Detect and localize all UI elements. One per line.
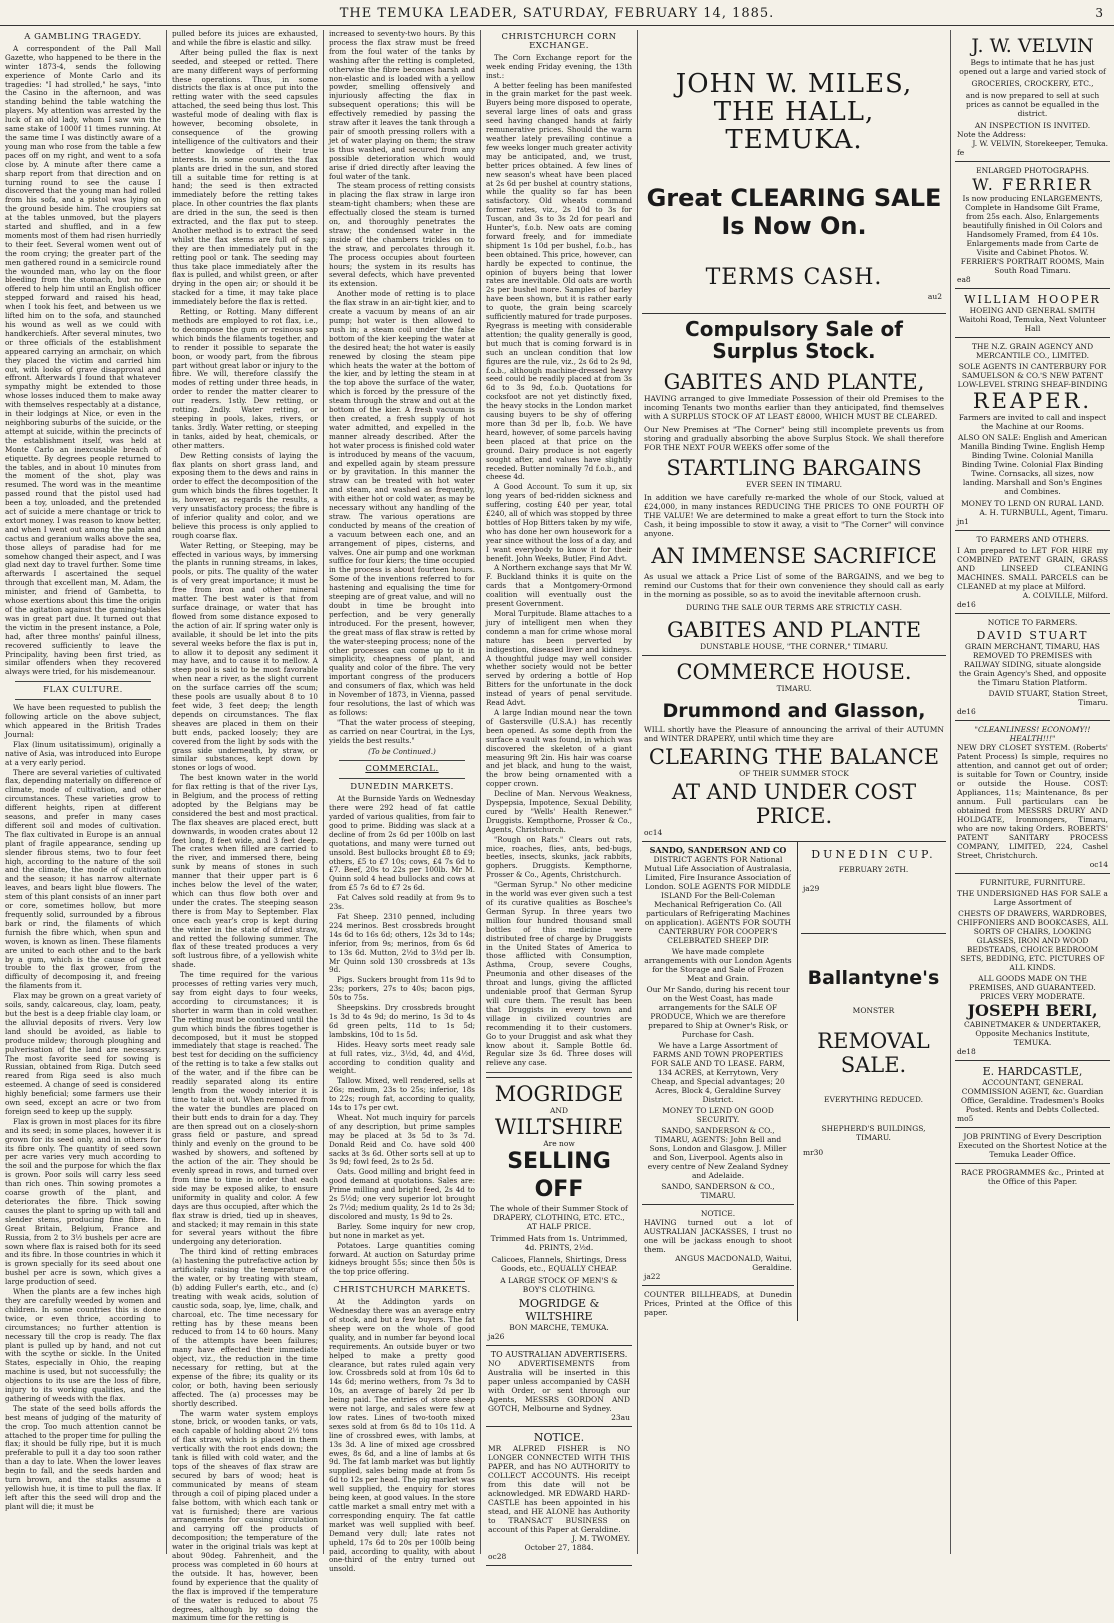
ad-line: THE UNDERSIGNED HAS FOR SALE a Large Assortment of (957, 889, 1108, 907)
ad-line: AND (550, 1106, 568, 1116)
article-paragraph: A large Indian mound near the town of Gastersville (U.S.A.) has recently been opened. As some depth from the surface a vault was found, in which was discovered the skeleton of a giant measuring 9ft 2in. His hair was coarse and jet black, and hung to the waist, the brow being ornamented with a copper crown. (486, 707, 632, 789)
ad-code: fe (957, 148, 965, 157)
continued-note: (To be Continued.) (368, 746, 436, 756)
ad-line: SELLING OFF (507, 1149, 611, 1203)
ad-line: GROCERIES, CROCKERY, ETC., (971, 79, 1094, 88)
article-paragraph: The third kind of retting embraces (a) hastening the putrefactive action by artificially raising the temperature of the water, or by treating with steam, (b) adding Fuller's earth, etc., and (c) treating with weak acids, solution of caustic soda, soap, lye, lime, chalk, and charcoal, etc. The time necessary for retting has by these means been reduced to from 14 to 60 hours. Many of the attempts have been failures; many have effected their immediate object, viz., the reduction in the time necessary for retting, but at the expense of the fibre; its quality or its color, or both, having been seriously affected. The (a) processes may be shortly described. (172, 1247, 318, 1408)
ad-line: Calicoes, Flannels, Shirtings, Dress Goods, etc., EQUALLY CHEAP. (491, 1255, 627, 1274)
ad-code: de16 (957, 707, 976, 716)
ad-line: J. W. VELVIN, Storekeeper, Temuka. (972, 139, 1108, 148)
ad-line: W. FERRIER (972, 175, 1093, 194)
ad-text: COUNTER BILLHEADS, at Dunedin Prices, Printed at the Office of this paper. (644, 1290, 792, 1317)
ad-signature: J. M. TWOMEY. (571, 1534, 630, 1544)
ad-line: MONSTER (852, 1006, 895, 1015)
ad-line: SANDO, SANDERSON & CO., TIMARU. (661, 1182, 775, 1200)
market-paragraph: Barley. Some inquiry for new crop, but none in market as yet. (329, 1221, 475, 1240)
ad-text: NEW DRY CLOSET SYSTEM. (Roberts' Patent Process) Is simple, requires no attention, and cannot get out of order; is suitable for Town or Country, inside or outside the House. COST: Appliances, 11s; Maintenance, 8s per annum. Full particulars can be obtained from MESSRS DRURY AND HOLDGATE, Ironmongers, Timaru, who are now taking Orders. ROBERTS' PATENT SANITARY PROCESS COMPANY, LIMITED, 224, Cashel Street, Christchurch. (957, 743, 1108, 860)
ad-text: JOB PRINTING of Every Description Executed on the Shortest Notice at the Temuka Leader Office. (958, 1132, 1107, 1159)
velvin-advert (955, 30, 1110, 162)
article-paragraph: A correspondent of the Pall Mall Gazette, who happened to be there in the winter 1873-4, sends the following experience of Monte Carlo and its tragedies: "I had strolled," he says, "into the Casino in the afternoon, and was standing behind the table watching the players. My attention was arrested by the luck of an old lady, whom I saw win the same stake of 1000f 11 times running. At the same time I was distinctly aware of a young man who rose from the table a few paces off on my right, and went to a sofa close by. A minute after there came a sharp report from that direction and on turning round to see the cause I discovered that the young man had rolled from his sofa, and a pistol was lying on the ground beside him. The croupiers sat at the tables unmoved, but the players started and shuffled, and in a few moments most of them had risen hurriedly to their feet. Several women went out of the room crying; the greater part of the men gathered round in a semicircle round the wounded man, who lay on the floor bleeding from the stomach, but no one offered to help him until an English officer stepped forward and raised his head, when I took his feet, and between us we lifted him on to the sofa, and staunched his wound as well as we could with handkerchiefs. After several minutes, two or three officials of the establishment appeared carrying an armchair, on which they placed the victim and carried him out, with looks of grave disapproval and effront. Afterwards I found that whatever sympathy might be extended to those whose losses induced them to make away with themselves respectably at a distance, in their lodgings at Nice, or even in the neighboring suburbs of the suicide, or the attempt at suicide, within the precincts of the establishment itself, was held at Monte Carlo an inexcusable breach of etiquette. By degrees people returned to the tables, and in about 10 minutes from the moment of the shot, play was resumed. The word was in the meantime passed round that the pistol used had been a toy, unloaded, and the pretended act of suicide a mere chantage or trick to extort money. I was reason to know better, and when I went out among the palm and cactus and geranium walks above the sea, those alleys of paradise had for me somehow changed their aspect, and I was glad next day to travel further. Some time afterwards I ascertained the sequel through that excellent man, M. Adam, the minister, and friend of Gambetta, to whose exertions about this time the origin of the agitation against the gaming-tables was in great part due. It turned out that the victim in the present instance, a Pole, had, after three months' painful illness, recovered sufficiently to leave the Principality, having been first tried, as similar offenders when they recovered always were tried, for his misdemeanour. (5, 43, 161, 677)
article-paragraph: A better feeling has been manifested in the grain market for the past week. Buyers being more disposed to operate, several large lines of oats and grass seed having changed hands at fairly remunerative prices. Should the warm weather lately prevailing continue a few weeks longer much greater activity may be anticipated, and, we trust, better prices obtained. A few lines of new season's wheat have been placed at 2s 6d per bushel at country stations, while the quality so far has been satisfactory. Old wheats command former rates, viz., 2s 10d to 3s for Tuscan, and 3s to 3s 2d for pearl and Hunter's, f.o.b. New oats are coming forward freely, and for immediate shipment 1s 10d per bushel, f.o.b., has been obtained. This price, however, can hardly be expected to continue, the opinion of buyers being that lower rates are inevitable. Old oats are worth 2s per bushel more. Samples of barley have been shown, but it is rather early to quote, the grain being scarcely sufficiently matured for trade purposes. Ryegrass is meeting with considerable attention; the quality generally is good, but much that is coming forward is in such an unclean condition that low figures are the rule, viz., 2s 6d to 2s 9d, f.o.b., although machine-dressed heavy seed could be readily placed at from 3s 6d to 3s 9d, f.o.b. Quotations for cocksfoot are not yet distinctly fixed, the heavy stocks in the London market causing buyers to be shy of offering more than 3d per lb, f.o.b. We have heard, however, of some parcels having been placed at that price on the ground. Dairy produce is not eagerly sought after, and values have slightly receded. Butter nominally 7d f.o.b., and cheese 4d. (486, 80, 632, 482)
ad-line: SHEPHERD'S BUILDINGS, TIMARU. (821, 1124, 926, 1142)
article-paragraph: Dew Retting consists of laying the flax plants on short grass land, and exposing them to the dews and rains in order to effect the decomposition of the gum which binds the fibres together. It is, however, as regards the results, a very unsatisfactory process; the fibre is of inferior quality and color, and we believe this process is only applied to rough coarse flax. (172, 450, 318, 540)
ad-line: GRAIN MERCHANT, TIMARU, HAS REMOVED TO PREMISES with RAILWAY SIDING, situate alongside the Grain Agency's Shed, and opposite the Timaru Station Platform. (958, 642, 1107, 687)
ad-code: oc14 (1089, 860, 1108, 869)
ad-text: MR ALFRED FISHER is NO LONGER CONNECTED WITH THIS PAPER, and has NO AUTHORITY to COLLECT ACCOUNTS. His receipt from this date will not be acknowledged. MR EDWARD HARD-CASTLE has been appointed in his stead, and HE ALONE has Authority to TRANSACT BUSINESS on account of this Paper at Geraldine. (488, 1444, 630, 1535)
column-3 (324, 29, 480, 1574)
article-paragraph: The Corn Exchange report for the week ending Friday evening, the 13th inst.: (486, 52, 632, 80)
article-paragraph: Moral Turpitude. Blame attaches to a jury of intelligent men when they condemn a man for crime whose moral nature has been perverted by indigestion, diseased liver and kidneys. A thoughtful judge may well consider whether society would not be better served by ordering a bottle of Hop Bitters for the unfortunate in the dock instead of years of penal servitude. Read Advt. (486, 609, 632, 708)
ad-line: E. HARDCASTLE, (982, 1065, 1083, 1078)
market-paragraph: At the Addington yards on Wednesday there was an average entry of stock, and but a few buyers. The fat sheep were on the whole of good quality, and in number far beyond local requirements. An outside buyer or two helped to make a pretty good clearance, but rates ruled again very low. Crossbreds sold at from 10s 6d to 14s 6d; merino wethers, from 7s 3d to 10s, an average of barely 2d per lb being paid. The entries of store sheep were not large, and sales were few at low rates. Lines of two-tooth mixed sexes sold at from 6s 8d to 10s 11d. A line of crossbred ewes, with lambs, at 13s 3d. A line of mixed age crossbred ewes, 8s 6d, and a line of lambs at 6s 9d. The fat lamb market was but lightly supplied, sales being made at from 5s 6d to 12s per head. The pig market was well supplied, the enquiry for stores being keen, at good values. In the store cattle market a small entry met with a corresponding enquiry. The fat cattle market was well supplied with beef. Demand very dull; late rates not upheld, 17s 6d to 20s per 100lb being paid, according to quality, with about one-third of the entry turned out unsold. (329, 1297, 475, 1574)
article-paragraph: A Northern exchange says that Mr W. F. Buckland thinks it is quite on the cards that a Montgomery-Ormond coalition will eventually oust the present Government. (486, 563, 632, 609)
ad-line: EVERYTHING REDUCED. (823, 1095, 923, 1104)
ad-line: Begs to intimate that he has just opened out a large and varied stock of (959, 58, 1106, 76)
ad-signature: DAVID STUART, Station Street, Timaru. (988, 689, 1108, 707)
article-paragraph: The warm water system employs stone, brick, or wooden tanks, or vats, each capable of holding about 2½ tons of flax straw, which is placed in them vertically with the root ends down; the tank is filled with cold water, and the tops of the sheaves of flax straw are secured by bars of wood; heat is communicated by means of steam through a coil of piping placed under a false bottom, with which each tank or vat is furnished; there are various arrangements for causing circulation and carrying off the products of decomposition; the temperature of the water in the original trials was kept at about 90deg. Fahrenheit, and the process was completed in 60 hours at the outside. It has, however, been found by experience that the quality of the flax is improved if the temperature of the water is reduced to about 75 degrees, although by so doing the maximum time for the retting is (172, 1408, 318, 1623)
article-heading: CHRISTCHURCH MARKETS. (333, 1285, 471, 1296)
beri-advert (955, 874, 1110, 1061)
ad-code: mo5 (957, 1114, 974, 1123)
ad-line: In addition we have carefully re-marked the whole of our Stock, valued at £24,000, in many instances REDUCING THE PRICES TO ONE FOURTH OF THE VALUE! We are determined to make a great effort to turn the Stock into Cash, it being impossible to stow it away, a visit to "The Corner" will convince anyone. (644, 493, 944, 538)
ad-line: Our New Premises at "The Corner" being still incomplete prevents us from storing and gradually absorbing the above Surplus Stock. We shall therefore FOR THE NEXT FOUR WEEKS offer some of the (644, 425, 944, 452)
ad-code: ea8 (957, 275, 971, 284)
divider (339, 778, 465, 779)
ad-signature: ANGUS MACDONALD, Waitui, Geraldine. (675, 1254, 792, 1272)
ad-line: OF THEIR SUMMER STOCK (739, 769, 849, 778)
article-paragraph: Flax (linum usitatissimum), originally a native of Asia, was introduced into Europe at a very early period. (5, 739, 161, 767)
ad-line: REMOVAL (817, 1029, 930, 1053)
ad-line: MOGRIDGE (494, 1082, 624, 1107)
dry-closet-advert (955, 721, 1110, 874)
ad-line: and is now prepared to sell at such prices as cannot be equalled in the district. (965, 91, 1100, 118)
market-paragraph: Hides. Heavy sorts meet ready sale at full rates, viz., 3½d, 4d, and 4½d, according to condition quality and weight. (329, 1039, 475, 1076)
article-paragraph: The best known water in the world for flax retting is that of the river Lys, in Belgium, and the process of retting adopted by the Belgians may be considered the best and most practical. The flax sheaves are placed erect, butt downwards, in wooden crates about 12 feet long, 8 feet wide, and 3 feet deep. The crates when filled are carried to the river, and immersed there, being sunk by means of stones in such manner that their upper part is 6 inches below the level of the water, which can thus flow both over and under the crates. The steeping season there is from May to September. Flax once each year's crop is kept during the winter in the state of dried straw, and retted the following summer. The flax of these treated produces a very soft lustrous fibre, of a yellowish white shade. (172, 773, 318, 970)
ad-line: ALL GOODS MADE ON THE PREMISES, AND GUARANTEED. (969, 974, 1096, 992)
gabites-advert (642, 314, 946, 656)
ad-line: DISTRICT AGENTS FOR National Mutual Life Association of Australasia, Limited, Fire Insurance Association of London. SOLE AGENTS FOR MIDDLE ISLAND For the Bell-Coleman Mechanical Refrigeration Co. (All particulars of Refrigerating Machines on application). AGENTS FOR SOUTH CANTERBURY FOR COOPER'S CELEBRATED SHEEP DIP. (644, 855, 792, 945)
market-paragraph: Potatoes. Large quantities coming forward. At auction on Saturday prime kidneys brought 55s; since then 50s is the top price offering. (329, 1240, 475, 1277)
market-paragraph: Fat Sheep. 2310 penned, including 224 merinos. Best crossbreds brought 14s 6d to 16s 6d; others, 12s 3d to 14s; inferior, from 9s; merinos, from 6s 6d to 13s 6d. Mutton, 2½d to 3½d per lb. Mr Quinn sold 130 crossbreds at 13s 9d. (329, 912, 475, 975)
ad-line: MONEY TO LEND ON RURAL LAND. (961, 499, 1104, 508)
ad-line: A LARGE STOCK OF MEN'S & BOY'S CLOTHING. (500, 1276, 618, 1295)
ad-line: TIMARU. (776, 684, 812, 693)
divider (339, 760, 465, 761)
market-paragraph: Sheepskins. Dry crossbreds brought 1s 3d to 4s 9d; do merino, 1s 3d to 4s 6d green pelts, 11d to 1s 5d; lambskins, 10d to 1s 5d. (329, 1003, 475, 1039)
ad-line: ENLARGED PHOTOGRAPHS. (976, 166, 1089, 175)
ad-line: Great CLEARING SALE (646, 184, 942, 212)
ferrier-advert (955, 162, 1110, 289)
ad-line: MONEY TO LEND ON GOOD SECURITY. (662, 1106, 774, 1124)
lower-left-ads (642, 842, 798, 1321)
ad-line: PRICES VERY MODERATE. (980, 992, 1085, 1001)
divider (486, 1072, 632, 1073)
ad-line: DURING THE SALE OUR TERMS ARE STRICTLY CASH. (686, 603, 902, 612)
miles-advert (642, 30, 946, 314)
ad-line: HAVING arranged to give Immediate Possession of their old Premises to the incoming Tenants two months earlier than they anticipated, find themselves with A SURPLUS STOCK OF AT LEAST £8000, WHICH MUST BE CLEARED. (644, 394, 944, 421)
ad-line: SANDO, SANDERSON & CO., TIMARU, AGENTS: John Bell and Sons, London and Glasgow. J. Miller and Son, Liverpool. Agents also in every centre of New Zealand Sydney and Adelaide. (647, 1126, 789, 1180)
ad-line: Is Now On. (721, 212, 867, 240)
article-heading: FLAX CULTURE. (43, 685, 123, 696)
fisher-notice (486, 1427, 632, 1566)
ad-line: Trimmed Hats from 1s. Untrimmed, 4d. PRINTS, 2½d. (490, 1234, 628, 1253)
ad-line: TERMS CASH. (705, 265, 883, 290)
nz-grain-advert (955, 338, 1110, 531)
ad-line: As usual we attack a Price List of some of the BARGAINS, and we beg to remind our Customs that for their own convenience they should call as early in the morning as possible, so as to avoid the inevitable afternoon crush. (644, 572, 944, 599)
ad-line: CHESTS OF DRAWERS, WARDROBES, CHIFFONIERS AND BOOKCASES, ALL SORTS OF CHAIRS, LOOKING GLASSES, IRON AND WOOD BEDSTEADS, CHOICE BEDROOM SETS, BEDDING, ETC. PICTURES OF ALL KINDS. (957, 909, 1108, 972)
article-paragraph: "German Syrup." No other medicine in the world was ever given such a test of its curative qualities as Boschee's German Syrup. In three years two million four hundred thousand small bottles of this medicine were distributed free of charge by Druggists in the United States of America to those afflicted with Consumption, Asthma, Croup, severe Coughs, Pneumonia and other diseases of the throat and lungs, giving the afflicted undeniable proof that German Syrup will cure them. The result has been that Druggists in every town and village in civilized countries are recommending it to their customers. Go to your Druggist and ask what they know about it. Sample Bottle 6d. Regular size 3s 6d. Three doses will relieve any case. (486, 880, 632, 1068)
ad-line: AN INSPECTION IS INVITED. (974, 121, 1091, 130)
ad-line: Drummond and Glasson, (662, 700, 926, 722)
lower-advert-row (642, 842, 946, 1321)
masthead (0, 0, 1114, 26)
ad-line: SOLE AGENTS IN CANTERBURY FOR SAMUELSON & CO.'S NEW PATENT LOW-LEVEL STRING SHEAF-BINDING (957, 362, 1108, 389)
ad-heading: TO AUSTRALIAN ADVERTISERS. (490, 1350, 628, 1360)
ad-line: Note the Address: (957, 130, 1026, 139)
ad-heading: NOTICE TO FARMERS. (987, 618, 1078, 627)
article-paragraph: When the plants are a few inches high they are carefully weeded by women and children. In some countries this is done twice, or even thrice, according to circumstances; no further attention is necessary till the crop is ready. The flax plant is pulled up by hand, and not cut with the scythe or sickle. In the United States, especially in Ohio, the reaping machine is used, but not successfully; the objections to its use are the loss of fibre, injury to its working qualities, and the gathering of weeds with the flax. (5, 1287, 161, 1403)
ad-date: October 27, 1884. (524, 1543, 594, 1553)
ad-line: GABITES AND PLANTE, (663, 370, 925, 394)
article-paragraph: We have been requested to publish the following article on the above subject, which appeared in the British Trades Journal: (5, 703, 161, 739)
ad-line: ACCOUNTANT, GENERAL COMMISSION AGENT, &c. Guardian Office, Geraldine. Tradesmen's Books Posted. Rents and Debts Collected. (960, 1078, 1105, 1114)
ad-line: DUNEDIN CUP. (811, 848, 936, 861)
ad-line: The whole of their Summer Stock of DRAPERY, CLOTHING, ETC. ETC., AT HALF PRICE. (490, 1204, 628, 1232)
ad-code: de18 (957, 1047, 976, 1056)
article-paragraph: Flax is grown in most places for its fibre and its seed; in some places, however it is grown for its seed only, and in others for its fibre only. The quantity of seed sown per acre varies very much according to the soil and the purpose for which the flax is grown. Poor soils will carry less seed than rich ones. Thin sowing promotes a coarse growth of the plant, and deteriorates the fibre. Thick sowing causes the plant to spring up with tall and slender stems, producing fine fibre. In Great Britain, Belgium, France and Russia, from 2 to 3½ bushels per acre are sown where flax is raised both for its seed and its fibre. In those countries in which it is grown specially for its seed about one bushel per acre is sown, which gives a large production of seed. (5, 1116, 161, 1287)
article-paragraph: After being pulled the flax is next seeded, and steeped or retted. There are many different ways of performing these operations. Thus, in some districts the flax is at once put into the retting water with the seed capsules attached, the seed being thus lost. This wasteful mode of dealing with flax is however, becoming obsolete, in consequence of the growing intelligence of the cultivators and their better knowledge of their true interests. In some countries the flax plants are dried in the sun, and stored till a suitable time for retting is at hand; the seed is then extracted immediately before the retting takes place. In other countries the flax plants are dried in the sun, the seed is then extracted, and the flax put to steep. Another method is to extract the seed whilst the flax stems are full of sap; they are then immediately put in the retting pool or tank. The seeding may thus take place immediately after the flax is pulled, and whilst green, or after drying in the open air; or should it be stacked for a time, it may take place immediately before the flax is retted. (172, 47, 318, 307)
ad-line: WILL shortly have the Pleasure of announcing the arrival of their AUTUMN and WINTER DRAPERY, until which time they are (644, 725, 944, 743)
article-paragraph: A Good Account. To sum it up, six long years of bed-ridden sickness and suffering, costing £40 per year, total £240, all of which was stopped by three bottles of Hop Bitters taken by my wife, who has done her own housework for a year since without the loss of a day, and I want everybody to know it for their benefit. John Weeks, Butler, Find Advt. (486, 482, 632, 563)
stuart-advert (955, 614, 1110, 721)
ad-code: au2 (927, 292, 942, 301)
market-paragraph: Fat Calves sold readily at from 9s to 23s. (329, 893, 475, 912)
ad-heading: FURNITURE, FURNITURE. (979, 878, 1086, 887)
ad-line: DUNSTABLE HOUSE, "THE CORNER," TIMARU. (700, 642, 888, 651)
article-paragraph: The steam process of retting consists in placing the flax straw in large iron steam-tight chambers; when these are effectually closed the steam is turned on, and thoroughly penetrates the straw; the condensed water in the inside of the chambers trickles on to the straw, and percolates through it. The process occupies about fourteen hours; the system in its results has several defects, which have prevented its extension. (329, 181, 475, 289)
ad-text: RACE PROGRAMMES &c., Printed at the Office of this Paper. (961, 1168, 1104, 1186)
lower-right-ads (798, 842, 946, 1321)
ad-line: We have a Large Assortment of FARMS AND TOWN PROPERTIES FOR SALE AND TO LEASE. FARM, 134 ACRES, at Kerrytown, Very Cheap, and Special advantages; 20 Acres, Block 4, Geraldine Survey District. (651, 1041, 785, 1104)
divider (15, 699, 151, 700)
ad-heading: NOTICE. (700, 1209, 736, 1218)
ad-line: CLEARING THE BALANCE (648, 745, 940, 769)
article-heading: A GAMBLING TRAGEDY. (24, 32, 142, 42)
article-paragraph: pulled before its juices are exhausted, and while the fibre is elastic and silky. (172, 29, 318, 47)
ad-line: Farmers are invited to call and inspect the Machine at our Rooms. (958, 413, 1107, 431)
ad-text: NO ADVERTISEMENTS from Australia will be inserted in this paper unless accompanied by CASH with Order, or sent through our Agents, MESSRS GORDON AND GOTCH, Melbourne and Sydney. (488, 1359, 630, 1414)
race-programmes-notice (955, 1164, 1110, 1190)
market-paragraph: Oats. Good milling and bright feed in good demand at quotations. Sales are: Prime milling and bright feed, 2s 4d to 2s 5½d; one very superior lot brought 2s 7½d; medium quality, 2s 1d to 2s 3d; discolored and musty, 1s 9d to 2s. (329, 1167, 475, 1221)
ad-code: mr30 (802, 1148, 824, 1157)
ad-line: Compulsory Sale of Surplus Stock. (685, 317, 903, 363)
article-paragraph: "That the water process of steeping, as carried on near Courtrai, in the Lys, yields the best results." (329, 717, 475, 745)
ad-heading: "CLEANLINESS! ECONOMY!! HEALTH!!!" (974, 725, 1091, 743)
article-paragraph: "Rough on Rats." Clears out rats, mice, roaches, flies, ants, bed-bugs, beetles, insects, skunks, jack rabbits, gophers. Druggists. Kempthorne, Prosser & Co., Agents, Christchurch. (486, 834, 632, 880)
divider (339, 1281, 465, 1282)
ad-line: A. H. TURNBULL, Agent, Timaru. (979, 508, 1108, 517)
macdonald-notice (642, 1204, 794, 1286)
article-paragraph: Another mode of retting is to place the flax straw in an air-tight kier, and to create a vacuum by means of an air pump; hot water is then allowed to rush in; a steam coil under the false bottom of the kier keeping the water at the desired heat; the hot water is easily renewed by closing the steam pipe which heats the water at the bottom of the kier, and by letting the steam in at the top above the surface of the water, which is forced by the pressure of the steam through the straw and out at the bottom of the kier. A fresh vacuum is then created, a fresh supply of hot water admitted, and expelled in the manner already described. After the hot water process is finished cold water is introduced by means of the vacuum, and expelled again by steam pressure or by gravitation. In this manner the straw can be treated with hot water and steam, and washed as frequently, with either hot or cold water, as may be necessary without any handling of the straw. The various operations are conducted by means of the creation of a vacuum between each one, and an arrangement of pipes, cisterns, and valves. One air pump and one workman suffice for four kiers; the time occupied in the process is about fourteen hours. Some of the inventions referred to for hastening and equalising the time for steeping are of great value, and will no doubt in time be brought into perfection, and be very generally introduced. For the present, however, the great mass of flax straw is retted by the water-steeping process; none of the other processes can come up to it in simplicity, cheapness of plant, and quality and color of the fibre. The very important congress of the producers and consumers of flax, which was held in November of 1873, in Vienna, passed four resolutions, the last of which was as follows: (329, 289, 475, 717)
ad-heading: NOTICE. (533, 1431, 585, 1445)
ad-line: CABINETMAKER & UNDERTAKER, Opposite Mechanics Institute, TEMUKA. (964, 1020, 1101, 1047)
ad-line: MOGRIDGE & WILTSHIRE (518, 1297, 600, 1324)
job-printing-notice (955, 1128, 1110, 1164)
column-6 (951, 30, 1114, 1554)
ad-text: I Am prepared to LET FOR HIRE my COMBINED PATENT GRAIN, GRASS AND LINSEED CLEANING MACHINES. SMALL PARCELS can be CLEANED at my place at Milford. (957, 546, 1108, 591)
ad-text: HAVING turned out a lot of AUSTRALIAN JACKASSES, I trust no one will be jackass enough to shoot them. (644, 1218, 792, 1254)
ad-line: THE HALL, TEMUKA. (713, 97, 875, 155)
divider (15, 681, 151, 682)
ad-line: BON MARCHE, TEMUKA. (509, 1323, 609, 1333)
ad-line: Are now (543, 1139, 575, 1149)
ad-line: STARTLING BARGAINS (666, 456, 922, 480)
article-heading: CHRISTCHURCH CORN EXCHANGE. (501, 32, 617, 51)
ad-line: Is now producing ENLARGEMENTS, Complete in Handsome Gilt Frame, from 25s each. Also, Enlargements beautifully finished in Oil Colors and Handsomely Framed, from £4 10s. Enlargements made from Carte de Visite and Cabinet Photos. W. FERRIER'S PORTRAIT ROOMS, Main South Road Timaru. (960, 194, 1105, 275)
article-paragraph: The state of the seed bolls affords the best means of judging of the maturity of the crop. Too much attention cannot be attached to the proper time for pulling the flax; it should be fully ripe, but it is much preferable to pull it a day too soon rather than a day to late. When the lower leaves begin to fall, and the seeds harden and turn brown, and the stalks assume a yellowish hue, it is time to pull the flax. If left after this the seed will drop and the plant will die; it must be (5, 1403, 161, 1511)
dunedin-cup-advert (801, 842, 946, 934)
ad-line: REAPER. (972, 389, 1093, 413)
ad-line: J. W. VELVIN (971, 35, 1094, 57)
ad-line: AN IMMENSE SACRIFICE (651, 544, 937, 568)
australian-advertisers-notice (486, 1346, 632, 1427)
ad-line: WILLIAM HOOPER (964, 293, 1101, 306)
ad-code: ja29 (802, 884, 820, 893)
ad-line: GABITES AND PLANTE (666, 618, 922, 642)
article-paragraph: Water Retting, or Steeping, may be effected in various ways, by immersing the plants in running streams, in lakes, pools, or pits. The quality of the water is of very great importance; it must be free from iron and other mineral matter. The best water is that from surface drainage, or water that has flowed from some distance exposed to the action of air. If spring water only is available, it should be let into the pits several weeks before the flax is put in, to allow it to deposit any sediment it may have, and to cause it to mellow. A steep pool is said to be most favorable when near a river, as the slight current on the surface carries off the scum; these pools are usually about 8 to 10 feet wide, 3 feet deep; the length depends on circumstances. The flax sheaves are placed in them on their butt ends, packed loosely; they are covered from the light by sods with the grass side underneath, by straw, or similar substances, kept down by stones or logs of wood. (172, 540, 318, 773)
sando-advert (642, 842, 794, 1204)
ad-code: jn1 (957, 517, 969, 526)
ad-line: SANDO, SANDERSON AND CO (649, 845, 787, 855)
ad-code: ja22 (644, 1272, 661, 1281)
ad-line: JOHN W. MILES, (675, 69, 913, 99)
hardcastle-advert (955, 1061, 1110, 1128)
ballantyne-advert (801, 934, 946, 1161)
ad-line: EVER SEEN IN TIMARU. (745, 480, 843, 489)
ad-line: ALSO ON SALE: English and American Manilla Binding Twine. English Hemp Binding Twine. Colonial Manilla Binding Twine. Colonial Flax Binding Twine. Cornsacks, all sizes, now landing. Marshall and Son's Engines and Combines. (958, 433, 1107, 496)
section-heading: COMMERCIAL. (365, 764, 439, 775)
market-paragraph: Wheat. Not much inquiry for parcels of any description, but prime samples may be placed at 3s 5d to 3s 7d. Donald Reid and Co. have sold 400 sacks at 3s 6d. Other sorts sell at up to 3s 9d; fowl feed, 2s to 2s 5d. (329, 1112, 475, 1167)
ad-code: oc28 (488, 1552, 507, 1562)
article-paragraph: Retting, or Rotting. Many different methods are employed to rot flax, i.e., to decompose the gum or resinous sap which binds the filaments together, and to render it possible to separate the boon, or woody part, from the fibrous part without great labor or injury to the fibre. We will, therefore classify the modes of retting under three heads, in order to render the matter clearer to our readers. 1stly. Dew retting, or rotting. 2ndly. Water retting, or steeping in pools, lakes, rivers, or tanks. 3rdly. Water retting, or steeping in tanks, aided by heat, chemicals, or other matters. (172, 307, 318, 450)
ad-code: 23au (611, 1413, 630, 1423)
article-heading: DUNEDIN MARKETS. (350, 782, 454, 793)
article-paragraph: increased to seventy-two hours. By this process the flax straw must be freed from the foul water of the tanks by washing after the retting is completed, otherwise the fibre becomes harsh and non-elastic and is loaded with a yellow powder, smelling offensively and injuriously affecting the flax in subsequent operations; this will be effectively remedied by passing the straw after it leaves the tank through a pair of smooth pressing rollers with a jet of water playing on them; the straw is thus washed, and secured from any possible deterioration which would arise if dried directly after leaving the foul water of the tank. (329, 29, 475, 181)
colville-advert (955, 531, 1110, 614)
market-paragraph: At the Burnside Yards on Wednesday there were 292 head of fat cattle yarded of various qualities, from fair to good to prime. Bidding was slack at a decline of from 2s 6d per 100lb on last quotations, and many were turned out unsold. Best bullocks brought £8 to £9; others, £5 to £7 10s; cows, £4 7s 6d to £7. Beef, 20s to 22s per 100lb. Mr M. Quinn sold 4 head bullocks and cows at from £5 7s 6d to £7 2s 6d. (329, 794, 475, 893)
article-paragraph: There are several varieties of cultivated flax, depending materially on difference of climate, mode of cultivation, and other circumstances. These varieties grow to different heights, ripen at different seasons, and prefer in many cases different soil and modes of cultivation. The flax cultivated in Europe is an annual plant of fragile appearance, sending up slender fibrous stems, two to four feet high, according to the nature of the soil and the climate, the mode of cultivation and the season; it has narrow alternate leaves, and bears light blue flowers. The stem of this plant consists of an inner part or core, sometimes hollow, but more frequently solid, surrounded by a fibrous bark or rind, the filaments of which furnish the fibre which, when spun and woven, is known as linen. These filaments are united to each other and to the bark by a gum, which is the cause of great trouble to the flax grower, from the difficulty of decomposing it, and freeing the filaments from it. (5, 767, 161, 991)
page-number: 3 (1095, 6, 1104, 20)
ad-line: WILTSHIRE (494, 1115, 624, 1140)
ad-line: HOEING AND GENERAL SMITH Waitohi Road, Temuka, Next Volunteer Hall (958, 306, 1107, 333)
ad-line: COMMERCE HOUSE. (676, 660, 912, 684)
article-paragraph: The time required for the various processes of retting varies very much, say from eight days to four weeks, according to circumstances; it is shorter in warm than in cold weather. The retting must be continued until the gum which binds the fibres together is decomposed, but it must be stopped immediately that stage is reached. The best test for deciding on the sufficiency of the retting is to take a few stalks out of the water, and if the fibre can be readily separated along its entire length from the woody interior it is time to take it out. When removed from the water the bundles are placed on their butt ends to drain for a day. They are then spread out on a closely-shorn grass field or pasture, and spread thinly and evenly on the ground to be washed by showers, and softened by the action of the air. They should be evenly spread in rows, and turned over from time to time in order that each side may be exposed alike, to ensure uniformity in quality and color. A few days are thus occupied, after which the flax straw is dried, tied up in sheaves, and stacked; it may remain in this state for several years without the fibre undergoing any deterioration. (172, 970, 318, 1247)
ad-line: SALE. (840, 1053, 907, 1077)
ad-line: THE N.Z. GRAIN AGENCY AND MERCANTILE CO., LIMITED. (971, 342, 1094, 360)
ad-line: FEBRUARY 26TH. (838, 865, 909, 874)
hooper-advert (955, 289, 1110, 338)
ad-line: Our Mr Sando, during his recent tour on the West Coast, has made arrangements for the SALE OF PRODUCE, Which we are therefore prepared to Ship at Owner's Risk, or Purchase for Cash. (646, 985, 790, 1039)
article-paragraph: Flax may be grown on a great variety of soils, sandy, calcareous, clay, loam, peaty, but the best is a deep friable clay loam, or the alluvial deposits of rivers. Very low land should be avoided, as liable to produce mildew; thorough ploughing and pulverisation of the land are necessary. The most favorite seed for sowing is Russian, obtained from Riga. Dutch seed reared from Riga seed is also much esteemed. A change of seed is considered highly beneficial; some farmers use their own seed, except an acre or two from foreign seed to keep up the supply. (5, 991, 161, 1116)
ad-code: oc14 (644, 828, 663, 837)
market-paragraph: Pigs. Suckers brought from 11s 9d to 23s; porkers, 27s to 40s; bacon pigs, 50s to 75s. (329, 975, 475, 1003)
ad-line: We have made complete arrangements with our London Agents for the Storage and Sale of Frozen Meat and Grain. (644, 947, 792, 983)
ad-heading: TO FARMERS AND OTHERS. (976, 535, 1089, 544)
billheads-notice (642, 1286, 794, 1321)
ad-line: DAVID STUART (976, 629, 1089, 642)
column-1 (0, 30, 166, 1554)
ad-line: JOSEPH BERI, (967, 1001, 1098, 1020)
ad-line: Ballantyne's (807, 967, 940, 989)
ad-signature: A. COLVILLE, Milford. (1022, 591, 1108, 600)
ad-line: AT AND UNDER COST PRICE. (671, 780, 917, 828)
ad-code: ja26 (488, 1332, 505, 1342)
masthead-title: THE TEMUKA LEADER, SATURDAY, FEBRUARY 14, 1885. (339, 6, 775, 21)
mogridge-advert (486, 1077, 632, 1346)
ad-code: de16 (957, 600, 976, 609)
column-5 (638, 30, 950, 1554)
market-paragraph: Tallow. Mixed, well rendered, sells at 26s; medium, 23s to 25s; inferior, 18s to 22s; rough fat, according to quality, 14s to 17s per cwt. (329, 1076, 475, 1113)
column-4 (481, 30, 637, 1562)
article-paragraph: Decline of Man. Nervous Weakness, Dyspepsia, Impotence, Sexual Debility, cured by "Wells' Health Renewer." Druggists. Kempthorne, Prosser & Co., Agents, Christchurch. (486, 789, 632, 834)
column-2 (167, 29, 323, 1623)
commerce-house-advert (642, 656, 946, 842)
